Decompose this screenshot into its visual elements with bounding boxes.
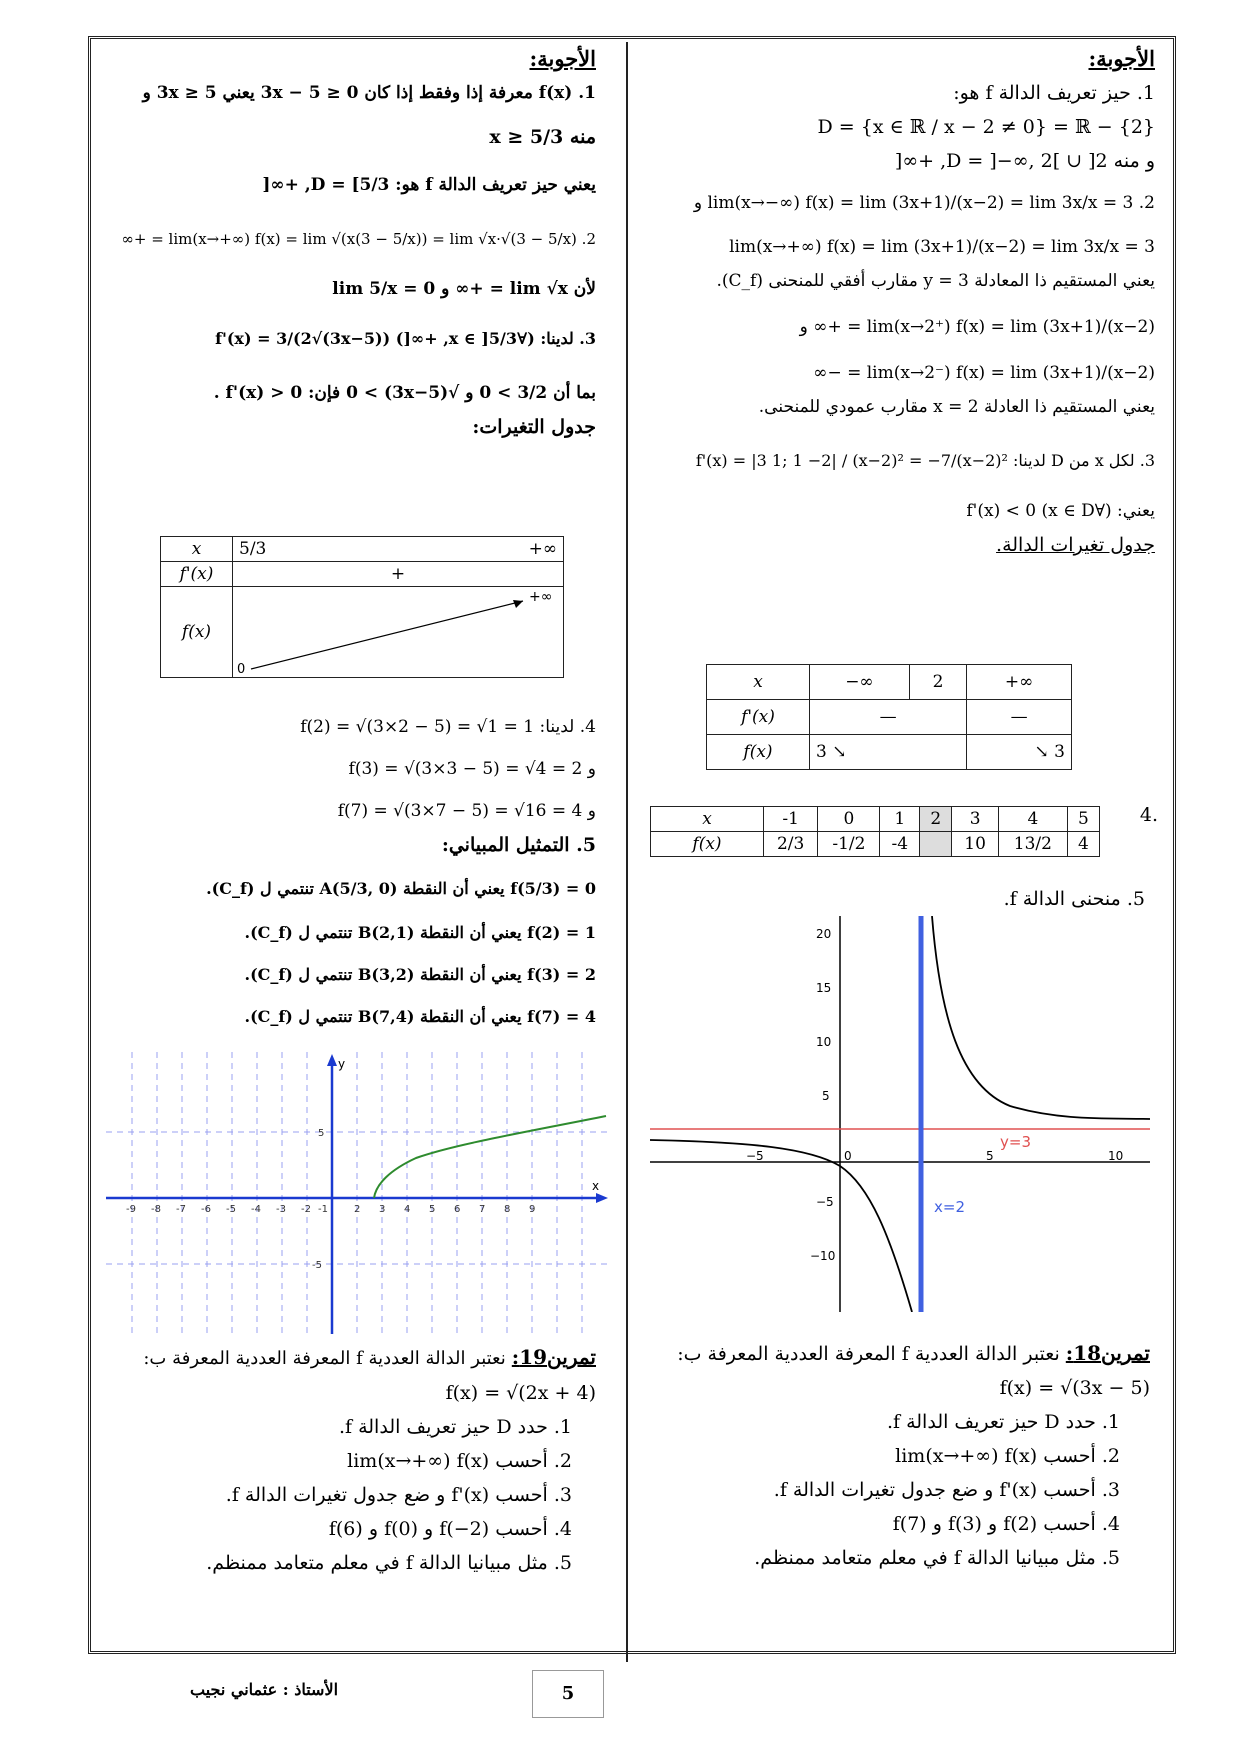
values-cell: 0	[818, 807, 880, 832]
left-line: f(2) = 1 يعني أن النقطة B(2,1) تنتمي ل (C_f).	[244, 923, 596, 942]
left-variation-table	[160, 536, 564, 678]
values-cell: 4	[998, 807, 1067, 832]
right-answers-title: الأجوبة:	[1088, 46, 1155, 71]
values-cell: 5	[1067, 807, 1099, 832]
vt-cell	[233, 587, 564, 678]
tick-label: 5	[318, 1128, 325, 1139]
column-divider	[626, 42, 628, 1662]
tick-label: 2	[354, 1204, 361, 1215]
left-line: 4. لدينا: f(2) = √(3×2 − 5) = √1 = 1	[300, 717, 596, 737]
tick-label: -3	[276, 1204, 286, 1215]
right-line: 3. لكل x من D لدينا: f'(x) = |3 1; 1 −2| / (x−2)² = −7/(x−2)²	[695, 451, 1155, 470]
variation-arrow	[233, 587, 563, 677]
tick-label: 3	[379, 1204, 386, 1215]
left-line: منه x ≥ 5/3	[489, 126, 596, 148]
exercise-line: f(x) = √(2x + 4)	[445, 1382, 596, 1404]
vt-cell: +∞	[528, 539, 557, 559]
right-line: جدول تغيرات الدالة.	[996, 534, 1155, 556]
tick-label: 8	[504, 1204, 511, 1215]
tick-label: -2	[301, 1204, 311, 1215]
right-line: lim(x→2⁺) f(x) = lim (3x+1)/(x−2) = +∞ و	[799, 317, 1155, 337]
right-line: يعني المستقيم ذا العادلة x = 2 مقارب عمودي للمنحنى.	[758, 397, 1155, 417]
right-line: يعني: (∀x ∈ D) f'(x) < 0	[966, 501, 1155, 521]
exercise-line: 1. حدد D حيز تعريف الدالة f.	[886, 1411, 1120, 1433]
exercise-line: 5. مثل مبيانيا الدالة f في معلم متعامد ممنظم.	[206, 1552, 572, 1574]
tick-label: -6	[201, 1204, 211, 1215]
vt-cell: 0	[237, 662, 246, 677]
right-q5: 5. منحنى الدالة f.	[1003, 888, 1145, 910]
exercise-line: 4. أحسب f(2) و f(3) و f(7)	[892, 1513, 1120, 1535]
values-cell: 1	[880, 807, 920, 832]
left-line: f(5/3) = 0 يعني أن النقطة A(5/3, 0) تنتمي ل (C_f).	[206, 879, 596, 898]
values-cell: -1/2	[818, 832, 880, 857]
exercise-line: نعتبر الدالة العددية f المعرفة العددية المعرفة ب:	[143, 1348, 506, 1369]
tick-label: -9	[126, 1204, 136, 1215]
exercise-line: 2. أحسب lim(x→+∞) f(x)	[895, 1445, 1120, 1467]
right-line: 2. lim(x→−∞) f(x) = lim (3x+1)/(x−2) = lim 3x/x = 3 و	[693, 193, 1155, 213]
q4-label: .4	[1139, 804, 1158, 826]
left-line: 2. lim(x→+∞) f(x) = lim √(x(3 − 5/x)) = lim √x·√(3 − 5/x) = +∞	[121, 230, 596, 248]
left-function-graph	[106, 1052, 608, 1334]
values-cell	[920, 832, 952, 857]
left-column	[96, 42, 596, 444]
right-line: يعني المستقيم ذا المعادلة y = 3 مقارب أفقي للمنحنى (C_f).	[716, 271, 1155, 291]
vt-fx-header: f(x)	[707, 735, 810, 770]
left-line: f(7) = 4 يعني أن النقطة B(7,4) تنتمي ل (C_f).	[244, 1007, 596, 1026]
curve-right-branch	[932, 916, 1150, 1119]
values-cell: -4	[880, 832, 920, 857]
vt-cell: ↘ 3	[967, 735, 1072, 770]
tick-label: 5	[986, 1149, 994, 1163]
exercise-18-title: تمرين18:	[1065, 1341, 1150, 1365]
exercise-line: 3. أحسب f'(x) و ضع جدول تغيرات الدالة f.	[773, 1479, 1120, 1501]
right-line: D = {x ∈ ℝ / x − 2 ≠ 0} = ℝ − {2}	[817, 116, 1155, 138]
right-exercise	[640, 1336, 1150, 1575]
values-table	[650, 806, 1100, 857]
tick-label: -4	[251, 1204, 261, 1215]
vt-cell: 3	[1054, 742, 1065, 762]
right-variation-table	[706, 664, 1072, 770]
vt-cell: 3	[816, 742, 827, 762]
tick-label: −5	[746, 1149, 764, 1163]
exercise-19-title: تمرين19:	[511, 1345, 596, 1369]
exercise-line: 3. أحسب f'(x) و ضع جدول تغيرات الدالة f.	[225, 1484, 572, 1506]
right-line: و منه D = ]−∞, 2[ ∪ ]2, +∞[	[894, 150, 1155, 172]
left-line: لأن lim √x = +∞ و lim 5/x = 0	[332, 279, 596, 299]
values-x-header: x	[651, 807, 764, 832]
exercise-line: 2. أحسب lim(x→+∞) f(x)	[347, 1450, 572, 1472]
tick-label: 10	[1108, 1149, 1124, 1163]
right-line: lim(x→+∞) f(x) = lim (3x+1)/(x−2) = lim 3x/x = 3	[729, 237, 1155, 257]
tick-label: 15	[816, 981, 832, 995]
left-line: f(3) = 2 يعني أن النقطة B(3,2) تنتمي ل (C_f).	[244, 965, 596, 984]
exercise-line: f(x) = √(3x − 5)	[999, 1377, 1150, 1399]
left-column-lower	[96, 710, 596, 1034]
values-cell: 3	[952, 807, 999, 832]
values-cell: -1	[764, 807, 818, 832]
page-number: 5	[532, 1670, 604, 1718]
tick-label: 7	[479, 1204, 486, 1215]
right-column	[640, 42, 1155, 562]
left-line: بما أن 3/2 > 0 و √(3x−5) > 0 فإن: f'(x) > 0 .	[213, 383, 596, 403]
exercise-line: 5. مثل مبيانيا الدالة f في معلم متعامد ممنظم.	[754, 1547, 1120, 1569]
vt-cell: —	[810, 700, 967, 735]
asymptote-label: x=2	[934, 1198, 965, 1216]
tick-label: 5	[429, 1204, 436, 1215]
tick-label: -1	[318, 1204, 328, 1215]
asymptote-label: y=3	[1000, 1133, 1031, 1151]
tick-label: 4	[404, 1204, 411, 1215]
vt-x-header: x	[707, 665, 810, 700]
exercise-line: نعتبر الدالة العددية f المعرفة العددية المعرفة ب:	[677, 1343, 1060, 1365]
values-cell: 2/3	[764, 832, 818, 857]
values-f-header: f(x)	[651, 832, 764, 857]
left-line: 3. لدينا: (∀x ∈ ]5/3, +∞[) f'(x) = 3/(2√(3x−5))	[215, 329, 596, 348]
right-line: 1. حيز تعريف الدالة f هو:	[953, 82, 1155, 104]
vt-fp-header: f'(x)	[161, 562, 233, 587]
axis-label: y	[338, 1057, 346, 1071]
tick-label: -5	[226, 1204, 236, 1215]
values-cell: 4	[1067, 832, 1099, 857]
left-line: جدول التغيرات:	[472, 416, 596, 438]
exercise-line: 1. حدد D حيز تعريف الدالة f.	[338, 1416, 572, 1438]
vt-cell: −∞	[810, 665, 910, 700]
exercise-line: 4. أحسب f(−2) و f(0) و f(6)	[328, 1518, 572, 1540]
values-cell: 10	[952, 832, 999, 857]
sqrt-curve	[374, 1116, 606, 1198]
tick-label: −10	[810, 1249, 836, 1263]
vt-cell: 3 ↘	[810, 735, 967, 770]
tick-label: 5	[822, 1089, 830, 1103]
tick-label: 6	[454, 1204, 461, 1215]
curve-left-branch	[650, 1140, 912, 1312]
tick-label: -5	[312, 1260, 322, 1271]
left-line: و f(3) = √(3×3 − 5) = √4 = 2	[348, 759, 596, 779]
vt-fx-header: f(x)	[161, 587, 233, 678]
values-cell: 2	[920, 807, 952, 832]
vt-cell: —	[967, 700, 1072, 735]
left-exercise	[96, 1340, 596, 1580]
vt-cell: 2	[909, 665, 966, 700]
vt-x-header: x	[161, 537, 233, 562]
teacher-name: الأستاذ : عثماني نجيب	[190, 1680, 339, 1699]
values-cell: 13/2	[998, 832, 1067, 857]
left-line: 5. التمثيل المبياني:	[441, 834, 596, 856]
tick-label: -7	[176, 1204, 186, 1215]
vt-cell	[233, 537, 564, 562]
axis-label: x	[592, 1179, 600, 1193]
vt-cell: 5/3	[239, 539, 267, 559]
tick-label: 20	[816, 927, 832, 941]
left-line: و f(7) = √(3×7 − 5) = √16 = 4	[337, 801, 596, 821]
vt-cell: +∞	[967, 665, 1072, 700]
vt-fp-header: f'(x)	[707, 700, 810, 735]
tick-label: -8	[151, 1204, 161, 1215]
right-function-graph	[650, 916, 1150, 1312]
tick-label: 0	[844, 1149, 852, 1163]
right-line: lim(x→2⁻) f(x) = lim (3x+1)/(x−2) = −∞	[813, 363, 1155, 383]
left-line: 1. f(x) معرفة إذا وفقط إذا كان 3x − 5 ≥ 0 يعني 3x ≥ 5 و	[142, 83, 596, 103]
tick-label: 10	[816, 1035, 832, 1049]
left-answers-title: الأجوبة:	[529, 46, 596, 71]
vt-cell: +∞	[529, 589, 553, 605]
tick-label: 9	[529, 1204, 536, 1215]
vt-cell: +	[233, 562, 564, 587]
left-line: يعني حيز تعريف الدالة f هو: D = [5/3, +∞[	[262, 175, 596, 195]
tick-label: −5	[816, 1195, 834, 1209]
